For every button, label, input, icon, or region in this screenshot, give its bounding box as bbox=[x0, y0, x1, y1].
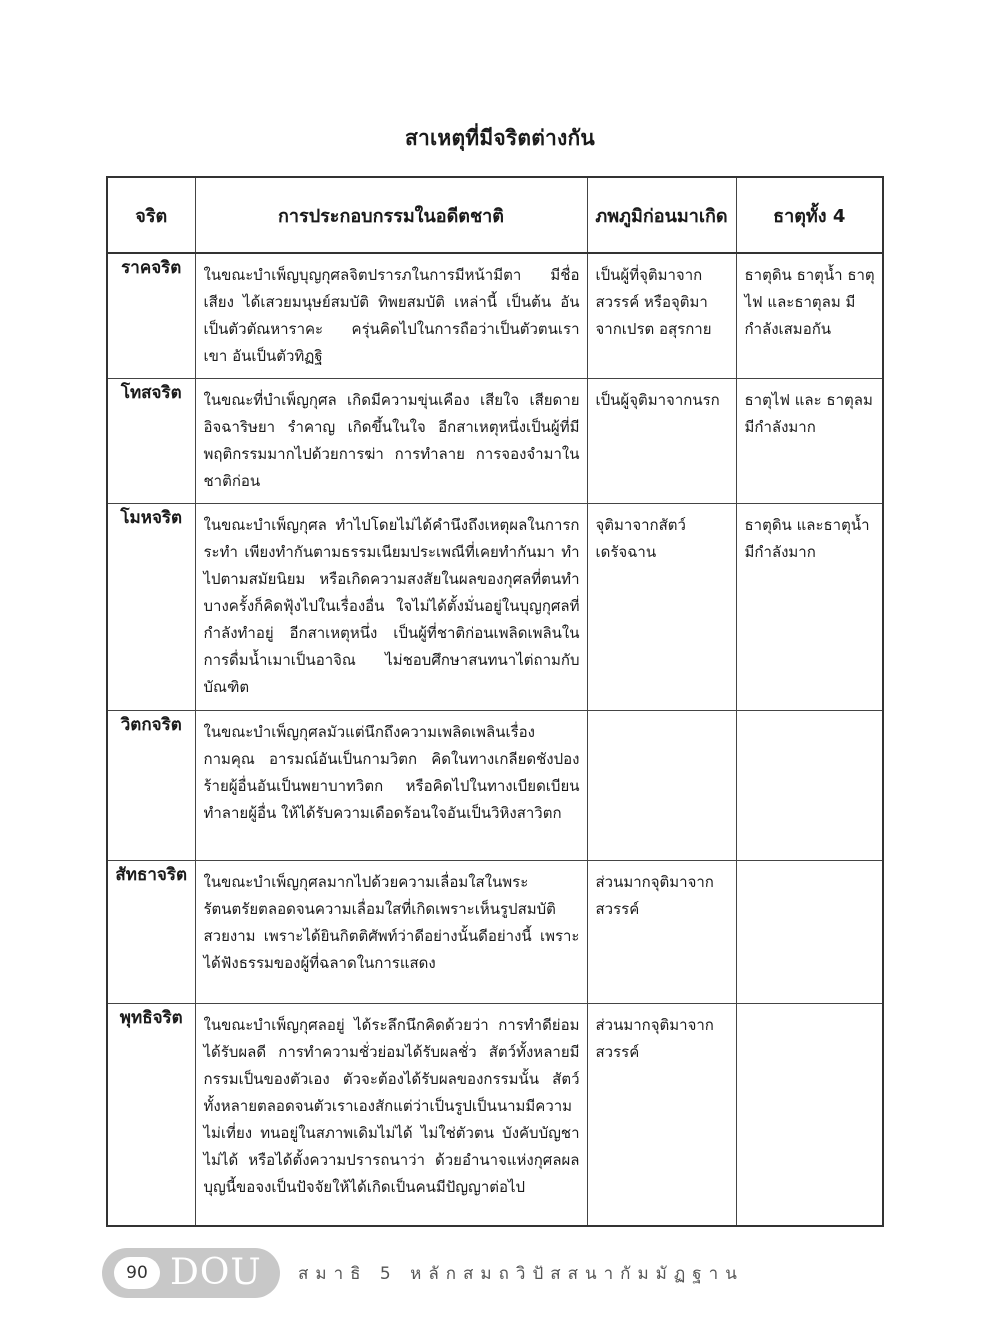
row-previous-realm: ส่วนมากจุติมาจากสวรรค์ bbox=[587, 1004, 736, 1226]
table-header-row bbox=[107, 177, 883, 253]
row-past-deeds: ในขณะที่บำเพ็ญกุศล เกิดมีความขุ่นเคือง เสียใจ เสียดาย อิจฉาริษยา รำคาญ เกิดขึ้นในใจ อีกสาเหตุหนึ่งเป็นผู้ที่มีพฤติกรรมมากไปด้วยการฆ่า การทำลาย การจองจำมาในชาติก่อน bbox=[195, 379, 587, 504]
temperament-table bbox=[106, 176, 884, 1227]
table-row bbox=[107, 861, 883, 1004]
row-temperament-name: สัทธาจริต bbox=[107, 861, 195, 1004]
row-temperament-name: โมหจริต bbox=[107, 504, 195, 711]
header-four-elements: ธาตุทั้ง 4 bbox=[736, 177, 883, 253]
row-four-elements bbox=[736, 711, 883, 861]
table-row bbox=[107, 711, 883, 861]
row-past-deeds: ในขณะบำเพ็ญกุศล ทำไปโดยไม่ได้คำนึงถึงเหตุผลในการกระทำ เพียงทำกันตามธรรมเนียมประเพณีที่เคยทำกันมา ทำไปตามสมัยนิยม หรือเกิดความสงสัยในผลของกุศลที่ตนทำ บางครั้งก็คิดฟุ้งไปในเรื่องอื่น ใจไม่ได้ตั้งมั่นอยู่ในบุญกุศลที่กำลังทำอยู่ อีกสาเหตุหนึ่ง เป็นผู้ที่ชาติก่อนเพลิดเพลินในการดื่มน้ำเมาเป็นอาจิณ ไม่ชอบศึกษาสนทนาไต่ถามกับบัณฑิต bbox=[195, 504, 587, 711]
row-previous-realm: ส่วนมากจุติมาจากสวรรค์ bbox=[587, 861, 736, 1004]
table-row bbox=[107, 1004, 883, 1226]
row-previous-realm bbox=[587, 711, 736, 861]
row-four-elements: ธาตุดิน และธาตุน้ำมีกำลังมาก bbox=[736, 504, 883, 711]
book-title: สมาธิ 5 หลักสมถวิปัสสนากัมมัฏฐาน bbox=[298, 1264, 744, 1284]
row-four-elements: ธาตุดิน ธาตุน้ำ ธาตุไฟ และธาตุลม มีกำลังเสมอกัน bbox=[736, 253, 883, 379]
row-past-deeds: ในขณะบำเพ็ญบุญกุศลจิตปรารภในการมีหน้ามีตา มีชื่อเสียง ได้เสวยมนุษย์สมบัติ ทิพยสมบัติ เหล่านี้ เป็นต้น อันเป็นตัวตัณหาราคะ ครุ่นคิดไปในการถือว่าเป็นตัวตนเรา เขา อันเป็นตัวทิฏฐิ bbox=[195, 253, 587, 379]
page-title: สาเหตุที่มีจริตต่างกัน bbox=[405, 126, 595, 150]
row-past-deeds: ในขณะบำเพ็ญกุศลอยู่ ได้ระลึกนึกคิดด้วยว่า การทำดีย่อมได้รับผลดี การทำความชั่วย่อมได้รับผลชั่ว สัตว์ทั้งหลายมีกรรมเป็นของตัวเอง ตัวจะต้องได้รับผลของกรรมนั้น สัตว์ทั้งหลายตลอดจนตัวเราเองสักแต่ว่าเป็นรูปเป็นนามมีความไม่เที่ยง ทนอยู่ในสภาพเดิมไม่ได้ ไม่ใช่ตัวตน บังคับบัญชาไม่ได้ หรือได้ตั้งความปรารถนาว่า ด้วยอำนาจแห่งกุศลผลบุญนี้ขอจงเป็นปัจจัยให้ได้เกิดเป็นคนมีปัญญาต่อไป bbox=[195, 1004, 587, 1226]
row-previous-realm: เป็นผู้จุติมาจากนรก bbox=[587, 379, 736, 504]
dou-logo: DOU bbox=[170, 1252, 262, 1293]
header-previous-realm: ภพภูมิก่อนมาเกิด bbox=[587, 177, 736, 253]
row-temperament-name: ราคจริต bbox=[107, 253, 195, 379]
row-temperament-name: โทสจริต bbox=[107, 379, 195, 504]
header-past-deeds: การประกอบกรรมในอดีตชาติ bbox=[195, 177, 587, 253]
row-past-deeds: ในขณะบำเพ็ญกุศลมากไปด้วยความเลื่อมใสในพระรัตนตรัยตลอดจนความเลื่อมใสที่เกิดเพราะเห็นรูปสมบัติสวยงาม เพราะได้ยินกิตติศัพท์ว่าดีอย่างนั้นดีอย่างนี้ เพราะได้ฟังธรรมของผู้ที่ฉลาดในการแสดง bbox=[195, 861, 587, 1004]
table-row bbox=[107, 253, 883, 379]
row-temperament-name: วิตกจริต bbox=[107, 711, 195, 861]
page-number: 90 bbox=[114, 1257, 160, 1289]
row-past-deeds: ในขณะบำเพ็ญกุศลมัวแต่นึกถึงความเพลิดเพลินเรื่องกามคุณ อารมณ์อันเป็นกามวิตก คิดในทางเกลียดชังปองร้ายผู้อื่นอันเป็นพยาบาทวิตก หรือคิดไปในทางเบียดเบียนทำลายผู้อื่น ให้ได้รับความเดือดร้อนใจอันเป็นวิหิงสาวิตก bbox=[195, 711, 587, 861]
row-four-elements: ธาตุไฟ และ ธาตุลมมีกำลังมาก bbox=[736, 379, 883, 504]
table-row bbox=[107, 379, 883, 504]
header-temperament: จริต bbox=[107, 177, 195, 253]
row-previous-realm: เป็นผู้ที่จุติมาจากสวรรค์ หรือจุติมาจากเปรต อสุรกาย bbox=[587, 253, 736, 379]
table-row bbox=[107, 504, 883, 711]
dou-logo-badge bbox=[102, 1248, 280, 1298]
row-four-elements bbox=[736, 861, 883, 1004]
row-four-elements bbox=[736, 1004, 883, 1226]
row-previous-realm: จุติมาจากสัตว์เดรัจฉาน bbox=[587, 504, 736, 711]
row-temperament-name: พุทธิจริต bbox=[107, 1004, 195, 1226]
page-footer bbox=[102, 1248, 902, 1300]
